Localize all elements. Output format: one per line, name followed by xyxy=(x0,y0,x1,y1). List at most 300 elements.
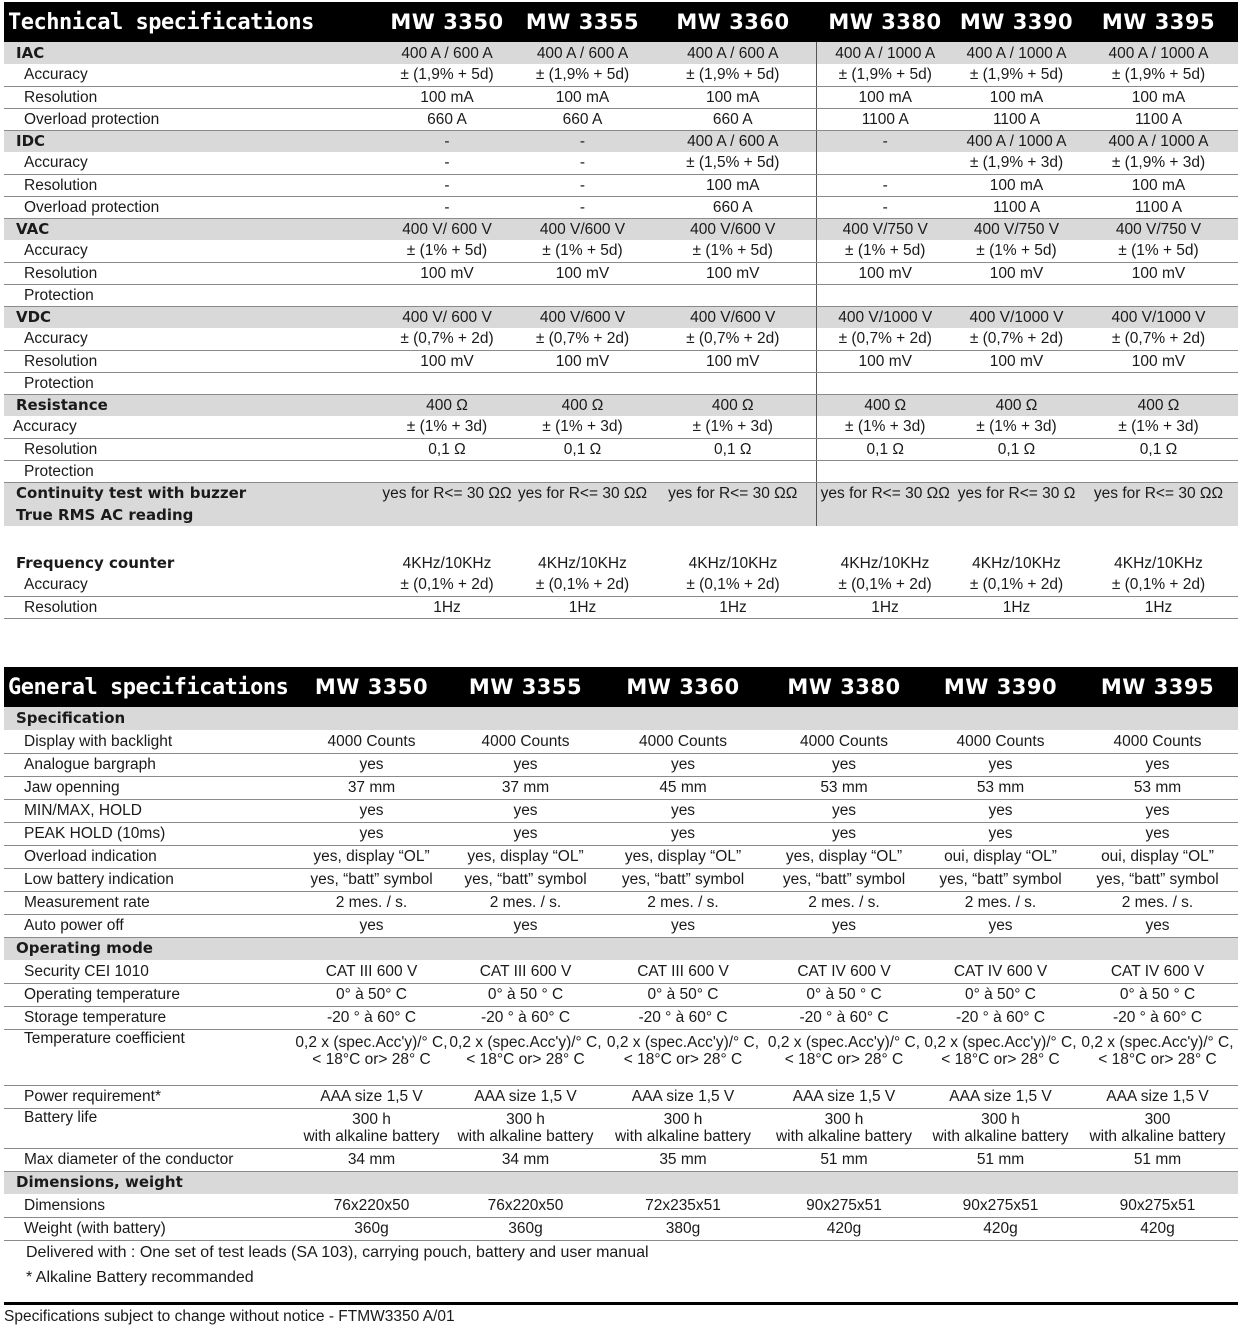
cell-value: 4000 Counts xyxy=(764,730,924,753)
cell-value: yes xyxy=(294,822,449,845)
table-row xyxy=(4,526,1238,552)
cell-value: 300 h with alkaline battery xyxy=(449,1108,602,1148)
cell-value: 300 h with alkaline battery xyxy=(294,1108,449,1148)
row-label: Analogue bargraph xyxy=(4,753,294,776)
cell-value: yes, display “OL” xyxy=(449,845,602,868)
cell-value: 4KHz/10KHz xyxy=(688,554,778,572)
cell-value xyxy=(602,937,764,960)
cell-value: 1100 A xyxy=(816,108,954,130)
cell-value xyxy=(924,937,1077,960)
technical-specifications-table xyxy=(4,2,1238,619)
cell-value: 100 mA xyxy=(954,174,1079,196)
row-label: IAC xyxy=(4,42,379,64)
cell-value: 400 V/ 600 V xyxy=(379,306,515,328)
cell-value xyxy=(1077,1171,1238,1194)
cell-value: 51 mm xyxy=(924,1148,1077,1171)
cell-value: yes xyxy=(924,914,1077,937)
model-header: MW 3350 xyxy=(379,2,515,42)
cell-value: 400 V/1000 V xyxy=(1079,306,1238,328)
row-label: IDC xyxy=(4,130,379,152)
row-label: True RMS AC reading xyxy=(4,504,379,526)
row-label: Resistance xyxy=(4,394,379,416)
cell-value xyxy=(294,937,449,960)
cell-value: 1Hz xyxy=(515,596,650,618)
table-row xyxy=(4,776,1238,799)
cell-value: yes, “batt” symbol xyxy=(1077,868,1238,891)
cell-value: yes xyxy=(764,753,924,776)
cell-value: 51 mm xyxy=(1077,1148,1238,1171)
cell-value: 100 mV xyxy=(379,262,515,284)
cell-value: - xyxy=(379,174,515,196)
cell-value xyxy=(449,1171,602,1194)
cell-value: 400 V/750 V xyxy=(816,218,954,240)
cell-value: 4KHz/10KHz xyxy=(1114,554,1203,572)
cell-value xyxy=(379,460,515,482)
cell-value: -20 ° à 60° C xyxy=(1077,1006,1238,1029)
cell-value xyxy=(954,372,1079,394)
cell-value: ± (1,9% + 5d) xyxy=(1079,64,1238,86)
cell-value xyxy=(764,937,924,960)
row-label: Accuracy xyxy=(4,64,379,86)
row-label: Storage temperature xyxy=(4,1006,294,1029)
cell-value: - xyxy=(379,152,515,174)
cell-value: 100 mV xyxy=(515,262,650,284)
cell-value: - xyxy=(816,174,954,196)
technical-header-row xyxy=(4,2,1238,42)
cell-value: 76x220x50 xyxy=(449,1194,602,1217)
table-row xyxy=(4,868,1238,891)
row-label: Measurement rate xyxy=(4,891,294,914)
cell-value: 100 mV xyxy=(1079,262,1238,284)
cell-value xyxy=(449,707,602,730)
cell-value: - xyxy=(515,152,650,174)
cell-value: ± (0,7% + 2d) xyxy=(816,328,954,350)
table-row xyxy=(4,1085,1238,1108)
cell-value: yes xyxy=(449,799,602,822)
row-label: Overload indication xyxy=(4,845,294,868)
table-row xyxy=(4,284,1238,306)
row-label: Resolution xyxy=(4,438,379,460)
cell-value: 35 mm xyxy=(602,1148,764,1171)
cell-value: 0,1 Ω xyxy=(954,438,1079,460)
model-header: MW 3395 xyxy=(1079,2,1238,42)
cell-value: yes for R<= 30 ΩΩ xyxy=(650,482,816,504)
table-row xyxy=(4,130,1238,152)
cell-value xyxy=(602,707,764,730)
cell-value: ± (1,9% + 5d) xyxy=(816,64,954,86)
row-label: Resolution xyxy=(4,86,379,108)
cell-value: yes for R<= 30 ΩΩ xyxy=(515,482,650,504)
cell-value xyxy=(924,707,1077,730)
table-row xyxy=(4,438,1238,460)
row-label: PEAK HOLD (10ms) xyxy=(4,822,294,845)
model-header: MW 3380 xyxy=(816,2,954,42)
cell-value: 100 mV xyxy=(650,350,816,372)
table-row xyxy=(4,218,1238,240)
table-row xyxy=(4,372,1238,394)
cell-value xyxy=(515,460,650,482)
cell-value: 2 mes. / s. xyxy=(602,891,764,914)
cell-value: 100 mA xyxy=(515,86,650,108)
cell-value: ± (1,9% + 5d) xyxy=(515,64,650,86)
cell-value: -20 ° à 60° C xyxy=(924,1006,1077,1029)
cell-value: 4000 Counts xyxy=(924,730,1077,753)
cell-value: ± (1,9% + 3d) xyxy=(1079,152,1238,174)
cell-value: 100 mV xyxy=(515,350,650,372)
cell-value: ± (1% + 3d) xyxy=(954,416,1079,438)
cell-value: ± (1% + 5d) xyxy=(379,240,515,262)
cell-value: 1Hz xyxy=(650,596,816,618)
table-row xyxy=(4,799,1238,822)
cell-value: ± (0,7% + 2d) xyxy=(650,328,816,350)
cell-value: 420g xyxy=(764,1217,924,1240)
cell-value xyxy=(294,707,449,730)
cell-value: 1Hz xyxy=(954,596,1079,618)
cell-value: 51 mm xyxy=(764,1148,924,1171)
cell-value: 100 mA xyxy=(650,174,816,196)
cell-value: ± (1% + 3d) xyxy=(515,416,650,438)
cell-value: 400 Ω xyxy=(379,394,515,416)
cell-value: - xyxy=(816,196,954,218)
model-header: MW 3355 xyxy=(515,2,650,42)
cell-value: 34 mm xyxy=(449,1148,602,1171)
row-label: Dimensions xyxy=(4,1194,294,1217)
table-row xyxy=(4,328,1238,350)
cell-value xyxy=(816,504,954,526)
cell-value: 0,1 Ω xyxy=(379,438,515,460)
model-header: MW 3355 xyxy=(449,667,602,707)
table-row xyxy=(4,482,1238,504)
cell-value: ± (0,1% + 2d) xyxy=(379,574,515,596)
cell-value: AAA size 1,5 V xyxy=(449,1085,602,1108)
cell-value: 300 h with alkaline battery xyxy=(924,1108,1077,1148)
cell-value xyxy=(1079,526,1238,552)
table-row xyxy=(4,937,1238,960)
cell-value: yes xyxy=(1077,753,1238,776)
cell-value: 1100 A xyxy=(954,108,1079,130)
cell-value xyxy=(650,372,816,394)
cell-value xyxy=(379,284,515,306)
row-label: Resolution xyxy=(4,174,379,196)
cell-value: 4KHz/10KHz xyxy=(538,554,627,572)
cell-value: 37 mm xyxy=(449,776,602,799)
cell-value: ± (0,1% + 2d) xyxy=(816,574,954,596)
cell-value: CAT IV 600 V xyxy=(924,960,1077,983)
cell-value: 0,1 Ω xyxy=(816,438,954,460)
cell-value: 100 mA xyxy=(816,86,954,108)
cell-value: -20 ° à 60° C xyxy=(764,1006,924,1029)
cell-value: ± (1% + 3d) xyxy=(1079,416,1238,438)
cell-value: yes, “batt” symbol xyxy=(449,868,602,891)
cell-value: 1100 A xyxy=(954,196,1079,218)
cell-value: 0° à 50 ° C xyxy=(764,983,924,1006)
model-header: MW 3390 xyxy=(924,667,1077,707)
cell-value xyxy=(954,284,1079,306)
cell-value: 400 A / 600 A xyxy=(650,42,816,64)
cell-value: 0,2 x (spec.Acc'y)/° C, < 18°C or> 28° C xyxy=(924,1029,1077,1085)
cell-value xyxy=(954,460,1079,482)
cell-value: 660 A xyxy=(650,108,816,130)
model-header: MW 3390 xyxy=(954,2,1079,42)
cell-value xyxy=(379,372,515,394)
cell-value: 100 mA xyxy=(1079,86,1238,108)
cell-value: yes xyxy=(1077,799,1238,822)
cell-value: ± (1% + 3d) xyxy=(816,416,954,438)
cell-value: 100 mV xyxy=(816,262,954,284)
cell-value: 53 mm xyxy=(764,776,924,799)
row-label: Low battery indication xyxy=(4,868,294,891)
cell-value: 300 h with alkaline battery xyxy=(764,1108,924,1148)
cell-value: 1100 A xyxy=(1079,108,1238,130)
delivered-note: Delivered with : One set of test leads (SA 103), carrying pouch, battery and user manual xyxy=(26,1244,649,1261)
cell-value: 90x275x51 xyxy=(1077,1194,1238,1217)
footer-text: Specifications subject to change without notice - FTMW3350 A/01 xyxy=(4,1308,455,1325)
cell-value: 0,2 x (spec.Acc'y)/° C, < 18°C or> 28° C xyxy=(449,1029,602,1085)
table-row xyxy=(4,891,1238,914)
cell-value: 100 mA xyxy=(650,86,816,108)
cell-value: yes, “batt” symbol xyxy=(294,868,449,891)
table-row xyxy=(4,504,1238,526)
row-label: Temperature coefficient xyxy=(4,1029,294,1085)
cell-value: yes, display “OL” xyxy=(602,845,764,868)
cell-value: yes xyxy=(1077,822,1238,845)
cell-value: - xyxy=(515,174,650,196)
general-specifications-table xyxy=(4,667,1238,1241)
row-label: Overload protection xyxy=(4,108,379,130)
table-row xyxy=(4,174,1238,196)
cell-value: 0,2 x (spec.Acc'y)/° C, < 18°C or> 28° C xyxy=(294,1029,449,1085)
cell-value: yes, “batt” symbol xyxy=(602,868,764,891)
cell-value xyxy=(650,460,816,482)
cell-value: 360g xyxy=(294,1217,449,1240)
cell-value: yes for R<= 30 ΩΩ xyxy=(1079,482,1238,504)
cell-value: 0° à 50° C xyxy=(924,983,1077,1006)
cell-value: 400 V/1000 V xyxy=(954,306,1079,328)
model-header: MW 3395 xyxy=(1077,667,1238,707)
row-label: Specification xyxy=(4,707,294,730)
table-row xyxy=(4,1194,1238,1217)
table-row xyxy=(4,196,1238,218)
footer-rule xyxy=(4,1302,1238,1305)
cell-value: CAT III 600 V xyxy=(294,960,449,983)
cell-value xyxy=(954,504,1079,526)
cell-value: -20 ° à 60° C xyxy=(449,1006,602,1029)
table-row xyxy=(4,822,1238,845)
cell-value: 400 V/1000 V xyxy=(816,306,954,328)
row-label: Resolution xyxy=(4,350,379,372)
cell-value: ± (0,7% + 2d) xyxy=(379,328,515,350)
cell-value: 90x275x51 xyxy=(924,1194,1077,1217)
table-row xyxy=(4,574,1238,596)
row-label: Accuracy xyxy=(4,416,379,438)
cell-value: yes xyxy=(764,914,924,937)
cell-value: - xyxy=(816,130,954,152)
table-row xyxy=(4,416,1238,438)
cell-value xyxy=(515,372,650,394)
cell-value: ± (1% + 5d) xyxy=(650,240,816,262)
table-row xyxy=(4,460,1238,482)
row-label: Battery life xyxy=(4,1108,294,1148)
cell-value: 400 V/600 V xyxy=(515,306,650,328)
cell-value: AAA size 1,5 V xyxy=(924,1085,1077,1108)
cell-value: 400 A / 600 A xyxy=(379,42,515,64)
cell-value: - xyxy=(379,130,515,152)
table-row xyxy=(4,1108,1238,1148)
row-label: Accuracy xyxy=(4,240,379,262)
cell-value: 300 with alkaline battery xyxy=(1077,1108,1238,1148)
cell-value: 420g xyxy=(924,1217,1077,1240)
cell-value: ± (1,9% + 5d) xyxy=(954,64,1079,86)
cell-value: 1100 A xyxy=(1079,196,1238,218)
row-label: Resolution xyxy=(4,262,379,284)
row-label: Security CEI 1010 xyxy=(4,960,294,983)
cell-value xyxy=(294,1171,449,1194)
cell-value xyxy=(816,284,954,306)
table-row xyxy=(4,552,1238,574)
cell-value: 72x235x51 xyxy=(602,1194,764,1217)
cell-value: 53 mm xyxy=(1077,776,1238,799)
cell-value: yes, display “OL” xyxy=(764,845,924,868)
row-label: Accuracy xyxy=(4,574,379,596)
cell-value: ± (0,1% + 2d) xyxy=(650,574,816,596)
cell-value: 400 V/750 V xyxy=(954,218,1079,240)
cell-value xyxy=(379,504,515,526)
cell-value: ± (1,9% + 5d) xyxy=(650,64,816,86)
cell-value: 100 mV xyxy=(650,262,816,284)
cell-value: 400 V/750 V xyxy=(1079,218,1238,240)
cell-value: 4000 Counts xyxy=(1077,730,1238,753)
cell-value: 100 mA xyxy=(1079,174,1238,196)
cell-value: 400 A / 1000 A xyxy=(954,130,1079,152)
cell-value: 660 A xyxy=(650,196,816,218)
row-label: Protection xyxy=(4,284,379,306)
cell-value: 4KHz/10KHz xyxy=(402,554,492,572)
cell-value: 76x220x50 xyxy=(294,1194,449,1217)
cell-value: 400 V/600 V xyxy=(650,218,816,240)
cell-value: yes xyxy=(924,799,1077,822)
table-row xyxy=(4,730,1238,753)
cell-value xyxy=(379,526,515,552)
cell-value: 0,2 x (spec.Acc'y)/° C, < 18°C or> 28° C xyxy=(764,1029,924,1085)
cell-value: 400 V/ 600 V xyxy=(379,218,515,240)
cell-value: 0,1 Ω xyxy=(650,438,816,460)
cell-value: 4000 Counts xyxy=(449,730,602,753)
cell-value: CAT IV 600 V xyxy=(764,960,924,983)
cell-value: yes xyxy=(449,753,602,776)
cell-value: 100 mA xyxy=(379,86,515,108)
table-row xyxy=(4,914,1238,937)
table-row xyxy=(4,707,1238,730)
cell-value: 90x275x51 xyxy=(764,1194,924,1217)
cell-value: 1Hz xyxy=(816,596,954,618)
cell-value xyxy=(1079,460,1238,482)
table-row xyxy=(4,394,1238,416)
cell-value: - xyxy=(515,196,650,218)
row-label: Weight (with battery) xyxy=(4,1217,294,1240)
cell-value: 400 V/600 V xyxy=(650,306,816,328)
cell-value: 4000 Counts xyxy=(602,730,764,753)
cell-value: 0,2 x (spec.Acc'y)/° C, < 18°C or> 28° C xyxy=(1077,1029,1238,1085)
cell-value: yes xyxy=(924,753,1077,776)
table-row xyxy=(4,1171,1238,1194)
cell-value xyxy=(816,526,954,552)
cell-value: yes xyxy=(602,753,764,776)
cell-value: 400 A / 1000 A xyxy=(1079,130,1238,152)
row-label: Continuity test with buzzer xyxy=(4,482,379,504)
cell-value: yes for R<= 30 Ω xyxy=(954,482,1079,504)
cell-value: CAT III 600 V xyxy=(449,960,602,983)
cell-value: 0,2 x (spec.Acc'y)/° C, < 18°C or> 28° C xyxy=(602,1029,764,1085)
cell-value xyxy=(650,526,816,552)
cell-value: 400 A / 1000 A xyxy=(816,42,954,64)
cell-value xyxy=(954,526,1079,552)
cell-value: - xyxy=(515,130,650,152)
cell-value: 4KHz/10KHz xyxy=(840,554,930,572)
cell-value: oui, display “OL” xyxy=(1077,845,1238,868)
row-label: Accuracy xyxy=(4,328,379,350)
model-header: MW 3350 xyxy=(294,667,449,707)
row-label: Accuracy xyxy=(4,152,379,174)
cell-value: 400 V/600 V xyxy=(515,218,650,240)
table-row xyxy=(4,240,1238,262)
cell-value: yes for R<= 30 ΩΩ xyxy=(379,482,515,504)
cell-value: 360g xyxy=(449,1217,602,1240)
cell-value: ± (1% + 5d) xyxy=(515,240,650,262)
cell-value: ± (0,1% + 2d) xyxy=(515,574,650,596)
cell-value: 0,1 Ω xyxy=(515,438,650,460)
table-row xyxy=(4,845,1238,868)
table-row xyxy=(4,1148,1238,1171)
cell-value: 0° à 50 ° C xyxy=(449,983,602,1006)
cell-value: 400 A / 600 A xyxy=(515,42,650,64)
cell-value xyxy=(1079,504,1238,526)
cell-value: yes, “batt” symbol xyxy=(924,868,1077,891)
cell-value: ± (1,9% + 5d) xyxy=(379,64,515,86)
cell-value xyxy=(515,504,650,526)
cell-value: yes xyxy=(602,822,764,845)
cell-value xyxy=(816,152,954,174)
table-row xyxy=(4,1217,1238,1240)
table-row xyxy=(4,86,1238,108)
cell-value: 0° à 50° C xyxy=(602,983,764,1006)
cell-value: 400 Ω xyxy=(1079,394,1238,416)
table-row xyxy=(4,1006,1238,1029)
cell-value: yes xyxy=(924,822,1077,845)
cell-value: - xyxy=(379,196,515,218)
cell-value: 1Hz xyxy=(1079,596,1238,618)
cell-value: ± (0,7% + 2d) xyxy=(954,328,1079,350)
row-label: Dimensions, weight xyxy=(4,1171,294,1194)
cell-value: 4000 Counts xyxy=(294,730,449,753)
cell-value: CAT IV 600 V xyxy=(1077,960,1238,983)
cell-value: yes xyxy=(602,914,764,937)
cell-value: 37 mm xyxy=(294,776,449,799)
cell-value: 380g xyxy=(602,1217,764,1240)
table-row xyxy=(4,983,1238,1006)
cell-value: yes xyxy=(764,799,924,822)
cell-value: AAA size 1,5 V xyxy=(1077,1085,1238,1108)
cell-value: 400 A / 1000 A xyxy=(954,42,1079,64)
row-label: Auto power off xyxy=(4,914,294,937)
cell-value: oui, display “OL” xyxy=(924,845,1077,868)
cell-value: AAA size 1,5 V xyxy=(294,1085,449,1108)
table-row xyxy=(4,262,1238,284)
cell-value: yes xyxy=(602,799,764,822)
row-label: Display with backlight xyxy=(4,730,294,753)
cell-value: -20 ° à 60° C xyxy=(602,1006,764,1029)
cell-value: ± (0,7% + 2d) xyxy=(515,328,650,350)
row-label: Frequency counter xyxy=(16,553,175,572)
